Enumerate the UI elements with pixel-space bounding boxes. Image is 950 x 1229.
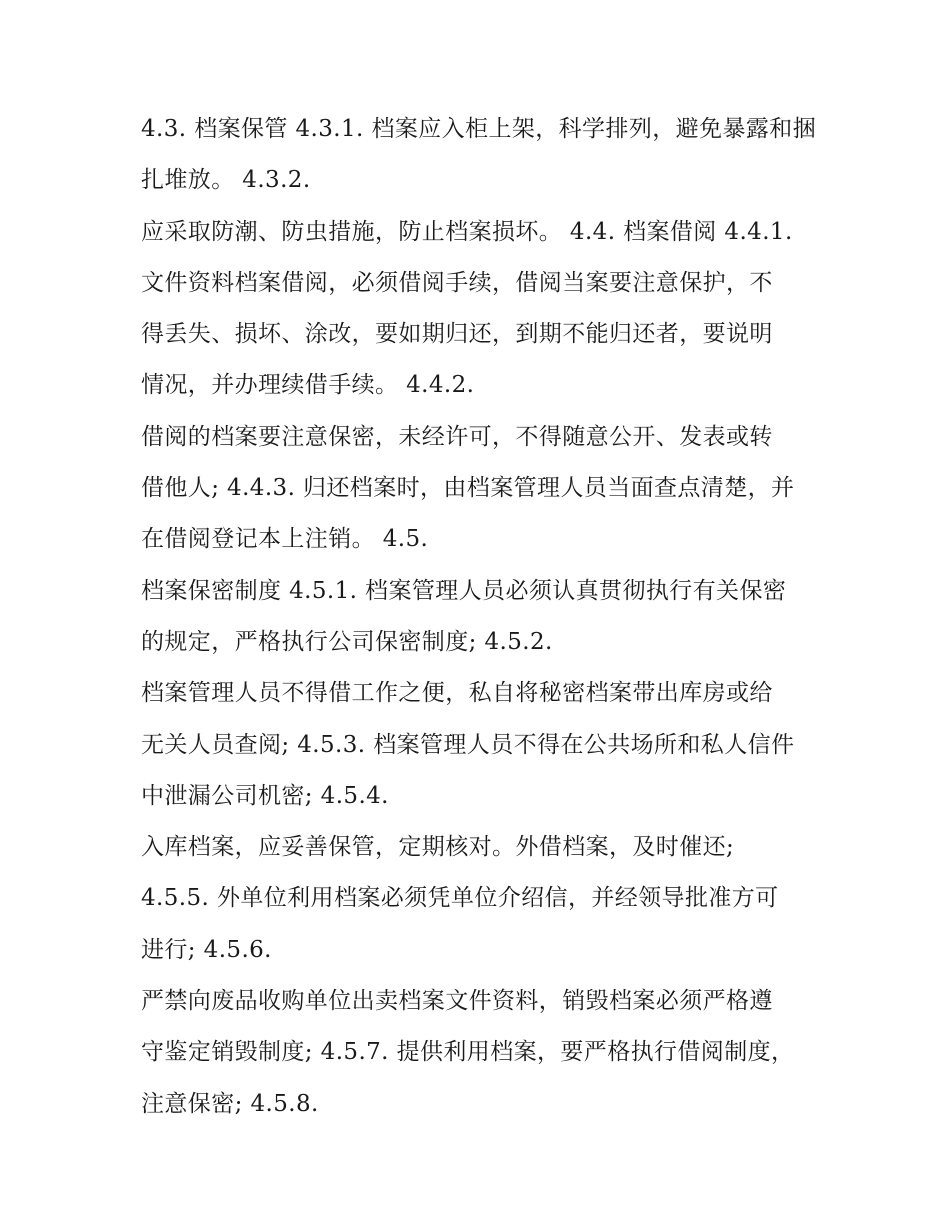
text-line: 严禁向废品收购单位出卖档案文件资料，销毁档案必须严格遵 [141,988,773,1015]
text-line: 入库档案，应妥善保管，定期核对。外借档案，及时催还; [141,834,735,861]
text-line: 的规定，严格执行公司保密制度; 4.5.2. [141,628,553,655]
document-body [141,104,821,1130]
text-line: 文件资料档案借阅，必须借阅手续，借阅当案要注意保护，不 [141,269,773,296]
text-line: 进行; 4.5.6. [141,936,272,963]
text-line: 在借阅登记本上注销。 4.5. [141,526,429,553]
text-line: 借他人; 4.4.3. 归还档案时，由档案管理人员当面查点清楚，并 [141,475,795,502]
text-line: 档案管理人员不得借工作之便，私自将秘密档案带出库房或给 [141,680,773,707]
text-line: 注意保密; 4.5.8. [141,1090,319,1117]
text-line: 4.3. 档案保管 4.3.1. 档案应入柜上架，科学排列，避免暴露和捆 [141,116,817,142]
text-line: 中泄漏公司机密; 4.5.4. [141,782,389,809]
text-line: 档案保密制度 4.5.1. 档案管理人员必须认真贯彻执行有关保密 [141,577,787,604]
text-line: 无关人员查阅; 4.5.3. 档案管理人员不得在公共场所和私人信件 [141,731,795,758]
text-line: 得丢失、损坏、涂改，要如期归还，到期不能归还者，要说明 [141,321,773,348]
text-line: 情况，并办理续借手续。 4.4.2. [141,372,475,399]
text-line: 应采取防潮、防虫措施，防止档案损坏。 4.4. 档案借阅 4.4.1. [141,218,793,245]
text-line: 守鉴定销毁制度; 4.5.7. 提供利用档案，要严格执行借阅制度， [141,1039,795,1066]
text-line: 4.5.5. 外单位利用档案必须凭单位介绍信，并经领导批准方可 [141,885,779,912]
text-line: 扎堆放。 4.3.2. [141,167,311,194]
text-line: 借阅的档案要注意保密，未经许可，不得随意公开、发表或转 [141,423,773,450]
